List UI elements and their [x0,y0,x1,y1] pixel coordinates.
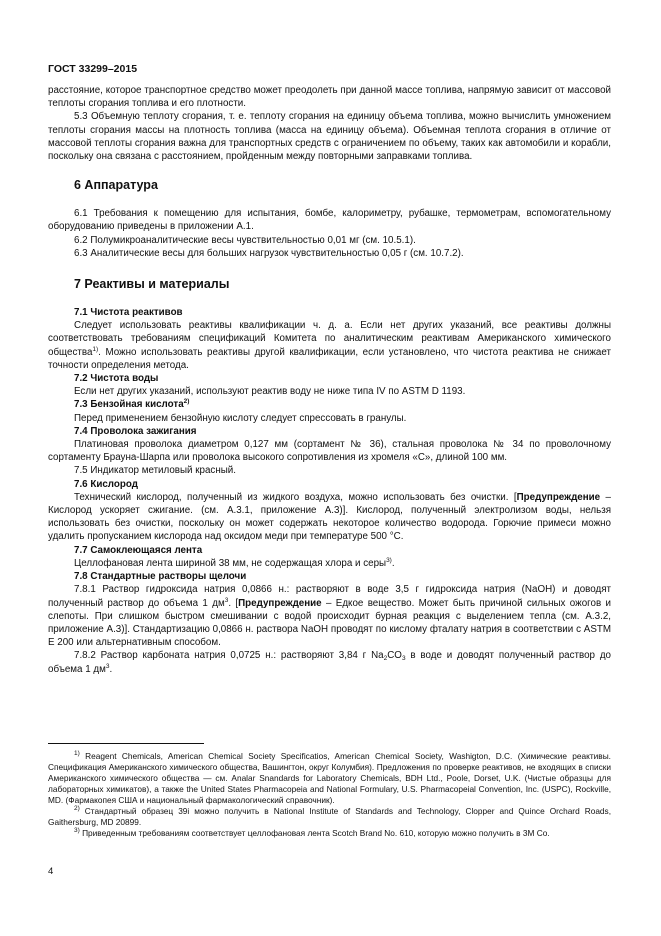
footnote-ref-1: 1) [92,345,99,353]
footnote-2: $^{2)}$ Стандартный образец 39i можно получить в National Institute of Standards and Technology, Clopper and Quince Orchard Roads, Gaithersburg, MD 20899. [48,805,611,827]
footnote-ref-3: 3) [386,556,392,564]
paragraph-7-1: Следует использовать реактивы квалификации ч. д. а. Если нет других указаний, все реактивы должны соответствовать требованиям спецификаций Комитета по аналитическим реактивам Американского химического общества$^{1)}$. Можно использовать реактивы другой квалификации, если установлено, что чистота реактива не снижает точности определения метода. [48,320,611,371]
paragraph-7-8-2: 7.8.2 Раствор карбоната натрия 0,0725 н.: растворяют 3,84 г $Na_2CO_3$ в воде и доводят полученный раствор до объема 1 $дм^3$. [48,650,611,675]
warning-label: Предупреждение [238,597,322,609]
page-number: 4 [48,866,54,877]
subsection-7-6-title: 7.6 Кислород [74,478,138,490]
paragraph-continuation: расстояние, которое транспортное средство может преодолеть при данной массе топлива, напрямую зависит от массовой теплоты сгорания топлива и его плотности. [48,85,611,110]
warning-label: Предупреждение [516,491,601,503]
footnote-1: $^{1)}$ Reagent Chemicals, American Chemical Society Specificatios, American Chemical Society, Washigton, D.C. (Химические реактивы. Спецификация Американского химического общества, Вашингтон, округ Колумбия). Предложения по проверке реактивов, не входящих в списки Американского химического общества — см. Analar Snandards for Laboratory Chemicals, BDH Ltd., Poole, Dorset, U.K. (Чистые образцы для лабораторных химикатов), а также the United States Pharmacopeia and National Formulary, U.S. Pharmacopeial Convention, Inc. (USPC), Rockville, MD. (Фармакопея США и национальный фармакологический справочник). [48,750,611,805]
footnotes [48,751,611,839]
section-6-heading: 6 Аппаратура [74,178,158,193]
section-7-heading: 7 Реактивы и материалы [74,277,230,292]
paragraph-6-1: 6.1 Требования к помещению для испытания, бомбе, калориметру, рубашке, термометрам, вспомогательному оборудованию приведены в приложении А.1. [48,208,611,233]
paragraph-7-5: 7.5 Индикатор метиловый красный. [74,465,236,477]
paragraph-6-3: 6.3 Аналитические весы для больших нагрузок чувствительностью 0,05 г (см. 10.7.2). [74,247,464,259]
document-body [48,84,611,676]
paragraph-7-7: Целлофановая лента шириной 38 мм, не содержащая хлора и серы$^{3)}$. [74,556,395,569]
paragraph-6-2: 6.2 Полумикроаналитические весы чувствительностью 0,01 мг (см. 10.5.1). [74,234,416,246]
footnote-3: $^{3)}$ Приведенным требованиям соответствует целлофановая лента Scotch Brand No. 610, которую можно получить в 3M Co. [74,827,550,838]
document-header: ГОСТ 33299–2015 [48,63,138,75]
subsection-7-2-title: 7.2 Чистота воды [74,373,159,385]
footnote-separator [48,743,204,744]
paragraph-7-4: Платиновая проволока диаметром 0,127 мм (сортамент № 36), стальная проволока № 34 по проволочному сортаменту Брауна-Шарпа или проволока высокого сопротивления из хромеля «С», длиной 100 мм. [48,439,611,464]
subsection-7-8-title: 7.8 Стандартные растворы щелочи [74,571,247,583]
subsection-7-7-title: 7.7 Самоклеющаяся лента [74,544,203,556]
subsection-7-3-title: 7.3 Бензойная кислота$^{2)}$ [74,398,190,411]
paragraph-7-8-1: 7.8.1 Раствор гидроксида натрия 0,0866 н.: растворяют в воде 3,5 г гидроксида натрия (NaOH) и доводят полученный раствор до объема 1 $дм^3$. [Предупреждение – Едкое вещество. Может быть причиной сильных ожогов и слепоты. При слишком быстром смешивании с водой происходит бурная реакция с выделением тепла (см. А.3.2, приложение А.3)]. Стандартизацию 0,0866 н. раствора NaOH проводят по кислому фталату натрия в соответствии с ASTM E 200 или альтернативным способом. [48,584,611,649]
paragraph-7-2: Если нет других указаний, используют реактив воду не ниже типа IV по ASTM D 1193. [74,386,466,398]
paragraph-7-3: Перед применением бензойную кислоту следует спрессовать в гранулы. [74,412,407,424]
paragraph-7-6: Технический кислород, полученный из жидкого воздуха, можно использовать без очистки. [Предупреждение – Кислород ускоряет сжигание. (см. А.3.1, приложение А.3)]. Кислород, полученный электролизом воды, нельзя использовать без очистки, поскольку он может содержать некоторое количество водорода. Горючие примеси можно удалить пропусканием кислорода над оксидом меди при температуре 500 °С. [48,491,611,543]
subsection-7-4-title: 7.4 Проволока зажигания [74,425,197,437]
paragraph-5-3: 5.3 Объемную теплоту сгорания, т. е. теплоту сгорания на единицу объема топлива, можно вычислить умножением теплоты сгорания массы на плотность топлива (масса на единицу объема). Объемная теплота сгорания в отличие от массовой теплоты сгорания важна для транспортных средств с ограничением по объему, таких как автомобили и корабли, поскольку она связана с расстоянием, пройденным между повторными заправками топлива. [48,111,611,163]
footnote-ref-2: 2) [183,398,190,406]
subsection-7-1-title: 7.1 Чистота реактивов [74,307,183,319]
